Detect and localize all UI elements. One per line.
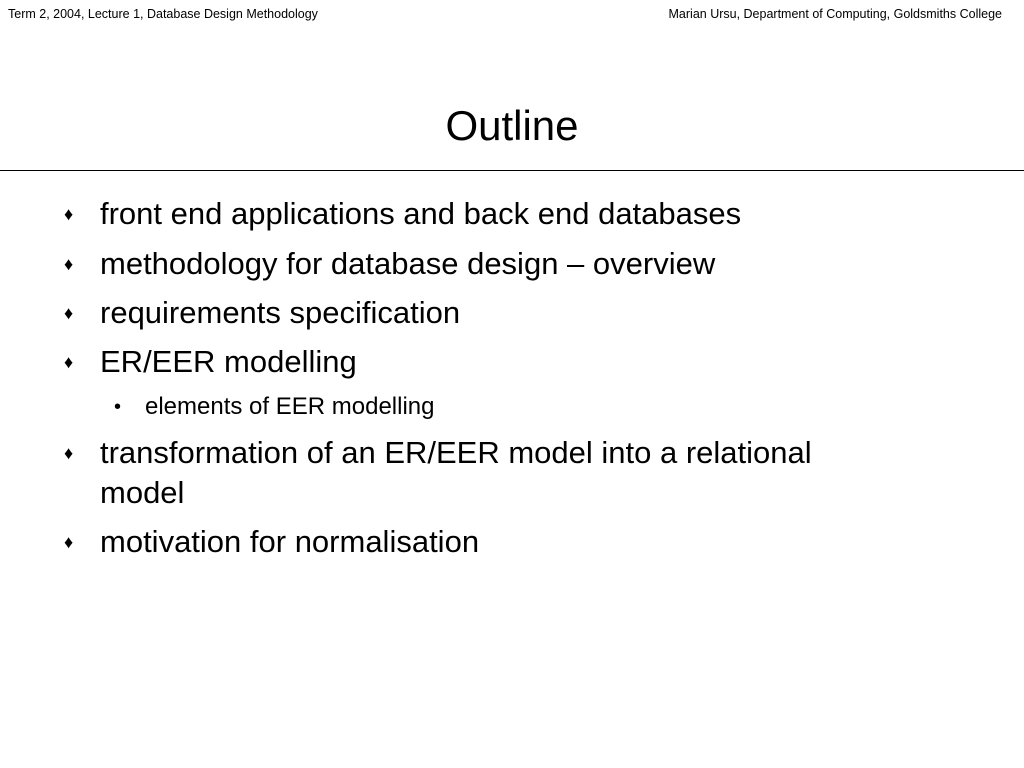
outline-item-text: ER/EER modelling xyxy=(100,344,357,379)
diamond-bullet-icon: ♦ xyxy=(64,532,74,552)
outline-item-text: front end applications and back end databases xyxy=(100,196,742,231)
header-left-text: Term 2, 2004, Lecture 1, Database Design Methodology xyxy=(8,7,318,21)
diamond-bullet-icon: ♦ xyxy=(64,303,74,323)
diamond-bullet-icon: ♦ xyxy=(64,254,74,274)
outline-subitem-text: elements of EER modelling xyxy=(145,393,435,420)
dot-bullet-icon: • xyxy=(114,396,122,418)
outline-item-text: methodology for database design – overview xyxy=(100,246,716,281)
outline-item-text: requirements specification xyxy=(100,295,461,330)
header-right-text: Marian Ursu, Department of Computing, Goldsmiths College xyxy=(668,7,1002,21)
diamond-bullet-icon: ♦ xyxy=(64,204,74,224)
outline-item-text: motivation for normalisation xyxy=(100,524,480,559)
outline-item-text: transformation of an ER/EER model into a relational model xyxy=(100,435,812,510)
slide-title: Outline xyxy=(445,102,579,149)
diamond-bullet-icon: ♦ xyxy=(64,443,74,463)
diamond-bullet-icon: ♦ xyxy=(64,352,74,372)
